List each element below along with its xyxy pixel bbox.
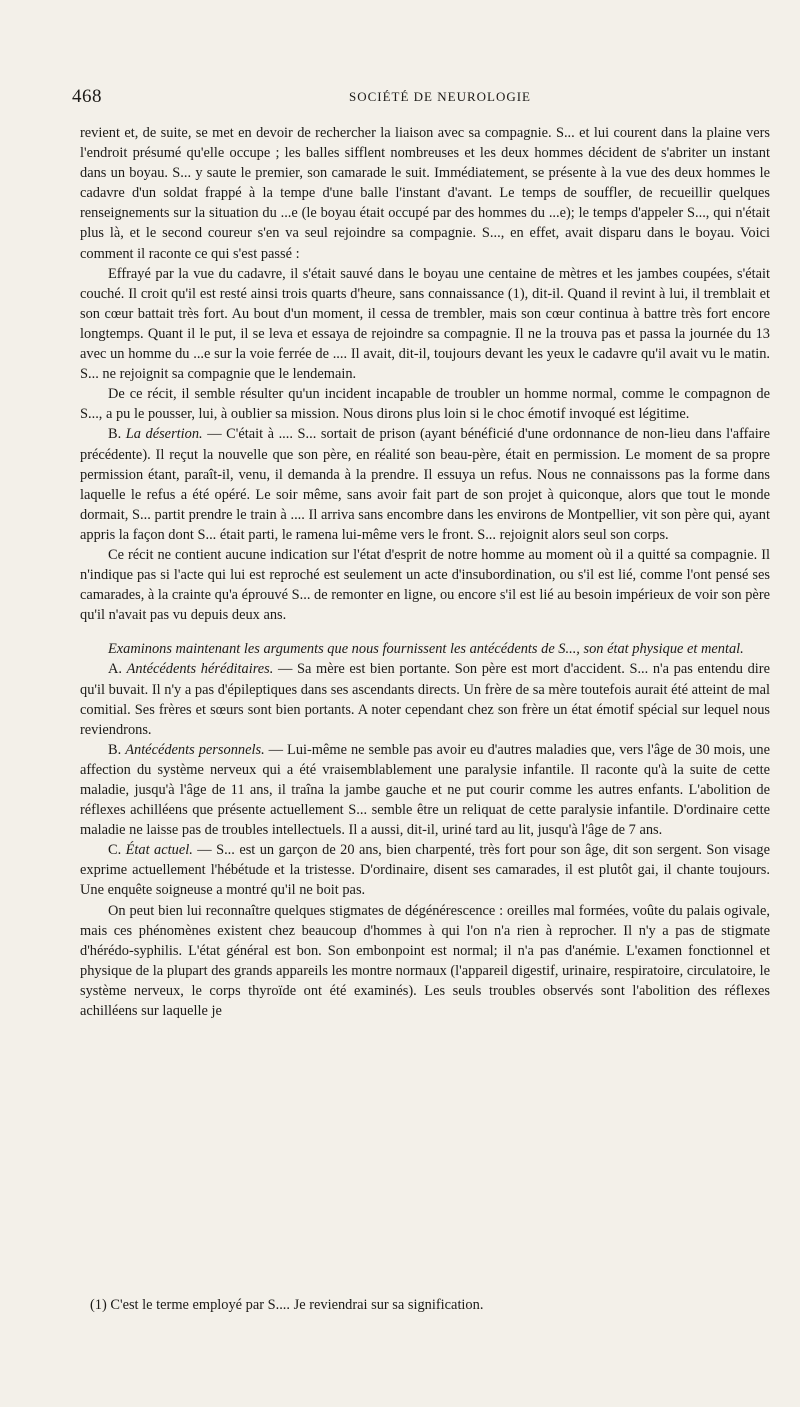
paragraph-10: On peut bien lui reconnaître quelques stigmates de dégénérescence : oreilles mal formées, voûte du palais ogivale, mais ces phénomènes existent chez beaucoup d'hommes à qui l'on n'a rien à reprocher. Il n'y a pas de stigmate d'hérédo-syphilis. L'état général est bon. Son embonpoint est normal; il n'a pas d'anémie. L'examen fonctionnel et physique de la plupart des grands appareils les montre normaux (l'appareil digestif, urinaire, respiratoire, circulatoire, le système nerveux, le corps thyroïde ont été examinés). Les seuls troubles observés sont l'abolition des réflexes achilléens sur laquelle je: [80, 902, 770, 1020]
paragraph-2: Effrayé par la vue du cadavre, il s'était sauvé dans le boyau une centaine de mètres et les jambes coupées, s'était couché. Il croit qu'il est resté ainsi trois quarts d'heure, sans connaissance (1), dit-il. Quand il revint à lui, il tremblait et son cœur battait très fort. Au bout d'un moment, il cessa de trembler, mais son cœur continua à battre très fort encore longtemps. Quant il le put, il se leva et essaya de rejoindre sa compagnie. Il ne la trouva pas et passa la journée du 13 avec un homme du ...e sur la voie ferrée de .... Il avait, dit-il, toujours devant les yeux le cadavre qu'il avait vu le matin. S... ne rejoignit sa compagnie que le lendemain.: [80, 265, 770, 383]
section-text: — Lui-même ne semble pas avoir eu d'autres maladies que, vers l'âge de 30 mois, une affection du système nerveux qui a été vraisemblablement une paralysie infantile. Il raconte qu'à la suite de cette maladie, jusqu'à l'âge de 11 ans, il traîna la jambe gauche et ne put courir comme les autres enfants. L'abolition de réflexes achilléens que présente actuellement S... semble être un reliquat de cette paralysie infantile. D'ordinaire cette maladie ne laisse pas de troubles intellectuels. Il a aussi, dit-il, uriné tard au lit, jusqu'à l'âge de 7 ans.: [80, 741, 770, 839]
section-label: B.: [108, 426, 122, 443]
section-title: Antécédents héréditaires.: [126, 661, 274, 678]
body-text: [80, 123, 770, 1021]
section-title: La désertion.: [125, 426, 203, 443]
footnote: (1) C'est le terme employé par S.... Je reviendrai sur sa signification.: [90, 1297, 484, 1313]
section-title: État actuel.: [125, 842, 193, 859]
page-number: 468: [72, 86, 102, 107]
section-text: — Sa mère est bien portante. Son père est mort d'accident. S... n'a pas entendu dire qu'il buvait. Il n'y a pas d'épileptiques dans ses ascendants directs. Un frère de sa mère toutefois aurait été atteint de mal comitial. Ses frères et sœurs sont bien portants. A noter cependant chez son frère un état émotif spécial sur lequel nous reviendrons.: [80, 661, 770, 738]
running-head: SOCIÉTÉ DE NEUROLOGIE: [348, 89, 532, 104]
section-text: — C'était à .... S... sortait de prison (ayant bénéficié d'une ordonnance de non-lieu dans l'affaire précédente). Il reçut la nouvelle que son père, en réalité son beau-père, était en permission. Le moment de sa propre permission étant, paraît-il, venu, il demanda à la prendre. Il essuya un refus. Nous ne connaissons pas la forme dans laquelle le refus a été opéré. Le soir même, sans avoir fait part de son projet à quiconque, alors que tout le monde dormait, S... partit prendre le train à .... Il arriva sans encombre dans les environs de Montpellier, vit son père qui, ayant appris la façon dont S... était parti, le ramena lui-même vers le front. S... rejoignit alors seul son corps.: [80, 426, 770, 543]
paragraph-1: revient et, de suite, se met en devoir de rechercher la liaison avec sa compagnie. S... et lui courent dans la plaine vers l'endroit présumé qu'elle occupe ; les balles sifflent nombreuses et les deux hommes décident de s'abriter un instant dans un boyau. S... y saute le premier, son camarade le suit. Immédiatement, se présente à la vue des deux hommes le cadavre d'un soldat frappé à la tempe d'une balle l'instant d'avant. Le temps de souffler, de recueillir quelques renseignements sur la situation du ...e (le boyau était occupé par des hommes du ...e); le temps d'appeler S..., qui n'était plus là, et le second coureur s'en va seul rejoindre sa compagnie. S..., en effet, avait disparu dans le boyau. Voici comment il raconte ce qui s'est passé :: [80, 125, 770, 262]
paragraph-examinons: Examinons maintenant les arguments que nous fournissent les antécédents de S..., son état physique et mental.: [108, 641, 744, 658]
section-label: A.: [108, 661, 122, 678]
paragraph-5: Ce récit ne contient aucune indication sur l'état d'esprit de notre homme au moment où il a quitté sa compagnie. Il n'indique pas si l'acte qui lui est reproché est seulement un acte d'insubordination, ou s'il est lié, comme l'ont pensé ses camarades, à la crainte qu'a éprouvé S... de remonter en ligne, ou encore s'il est lié au besoin impérieux de voir son père qu'il n'avait pas vu depuis deux ans.: [80, 546, 770, 624]
section-gap: [80, 625, 770, 639]
paragraph-desertion: [80, 424, 770, 545]
paragraph-hereditary: [80, 659, 770, 739]
section-label: C.: [108, 842, 122, 859]
section-text: — S... est un garçon de 20 ans, bien charpenté, très fort pour son âge, dit son sergent. Son visage exprime actuellement l'hébétude et la tristesse. D'ordinaire, disent ses camarades, il est plutôt gai, il chante toujours. Une enquête soigneuse a montré qu'il ne boit pas.: [80, 842, 770, 899]
page-header: [72, 86, 768, 110]
section-label: B.: [108, 741, 122, 758]
section-title: Antécédents personnels.: [125, 741, 265, 758]
paragraph-personal: [80, 740, 770, 840]
paragraph-3: De ce récit, il semble résulter qu'un incident incapable de troubler un homme normal, comme le compagnon de S..., a pu le pousser, lui, à oublier sa mission. Nous dirons plus loin si le choc émotif invoqué est légitime.: [80, 386, 770, 423]
paragraph-current-state: [80, 840, 770, 900]
